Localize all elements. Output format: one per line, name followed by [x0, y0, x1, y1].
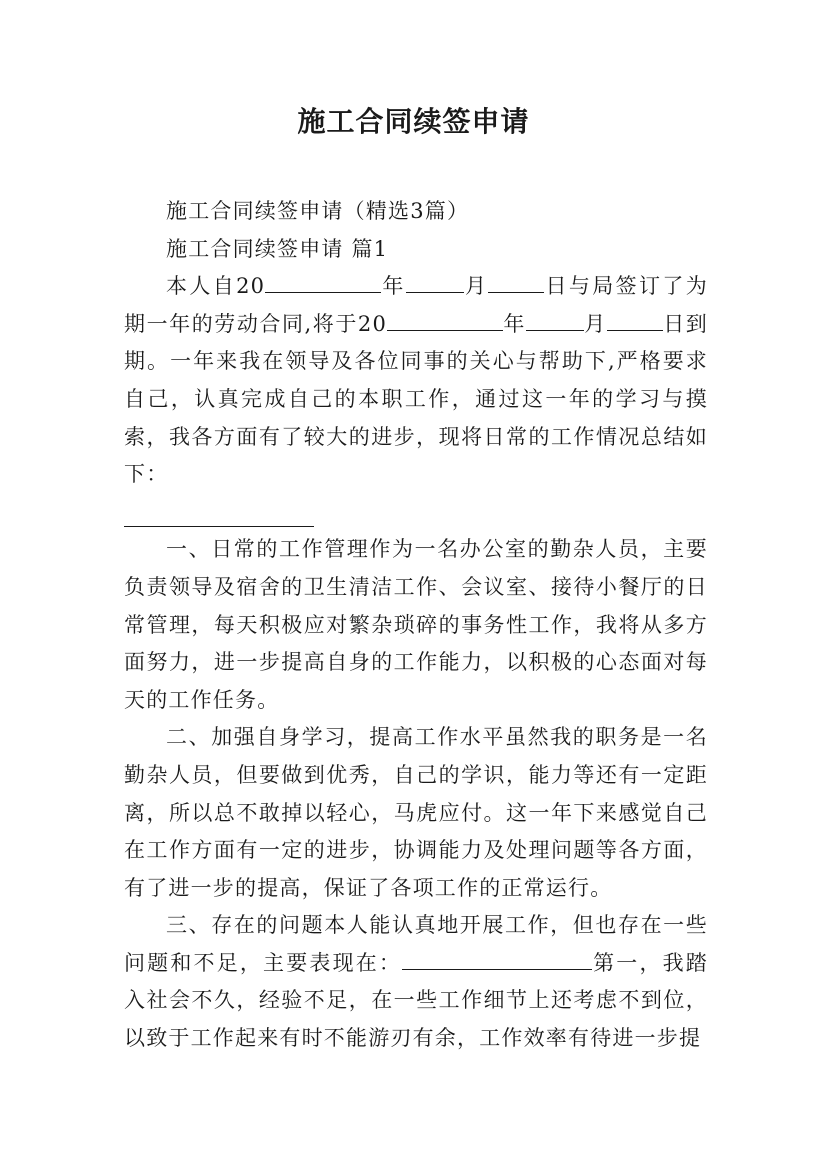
intro-text-4: 日与局签订了为期一年的劳动合同,将于20	[124, 274, 709, 336]
paragraph-problems	[124, 907, 708, 1057]
paragraph-self-study: 二、加强自身学习，提高工作水平虽然我的职务是一名勤杂人员，但要做到优秀，自己的学识，能力等还有一定距离，所以总不敢掉以轻心，马虎应付。这一年下来感觉自己在工作方面有一定的进步，协调能力及处理问题等各方面，有了进一步的提高，保证了各项工作的正常运行。	[124, 725, 708, 900]
paragraph-intro	[124, 268, 708, 494]
year-blank-start	[265, 270, 381, 293]
separator-blank-line	[124, 494, 314, 532]
intro-text-1: 本人自20	[166, 274, 266, 299]
intro-text-7: 日到期。一年来我在领导及各位同事的关心与帮助下,严格要求自己，认真完成自己的本职工作，通过这一年的学习与摸索，我各方面有了较大的进步，现将日常的工作情况总结如下：	[124, 311, 709, 487]
document-body	[124, 193, 708, 1058]
section-heading: 施工合同续签申请 篇1	[166, 236, 389, 261]
year-blank-end	[387, 308, 503, 331]
problems-text-2: 第一，我踏入社会不久，经验不足，在一些工作细节上还考虑不到位，以致于工作起来有时不能游刃有余，工作效率有待进一步提	[124, 950, 709, 1051]
intro-text-3: 月	[463, 274, 489, 299]
problems-text-1: 三、存在的问题本人能认真地开展工作，但也存在一些问题和不足，主要表现在：	[124, 913, 708, 975]
problems-blank	[402, 947, 592, 970]
document-title: 施工合同续签申请	[297, 105, 530, 138]
intro-text-2: 年	[381, 274, 406, 299]
month-blank-end	[526, 308, 584, 331]
day-blank-end	[607, 308, 663, 331]
paragraph-daily-management: 一、日常的工作管理作为一名办公室的勤杂人员，主要负责领导及宿舍的卫生清洁工作、会议室、接待小餐厅的日常管理，每天积极应对繁杂琐碎的事务性工作，我将从多方面努力，进一步提高自身的工作能力，以积极的心态面对每天的工作任务。	[124, 537, 708, 712]
intro-text-6: 月	[583, 311, 607, 336]
subtitle-line: 施工合同续签申请（精选3篇）	[166, 199, 470, 223]
month-blank-start	[406, 270, 464, 293]
intro-text-5: 年	[503, 311, 526, 336]
day-blank-start	[488, 270, 544, 293]
